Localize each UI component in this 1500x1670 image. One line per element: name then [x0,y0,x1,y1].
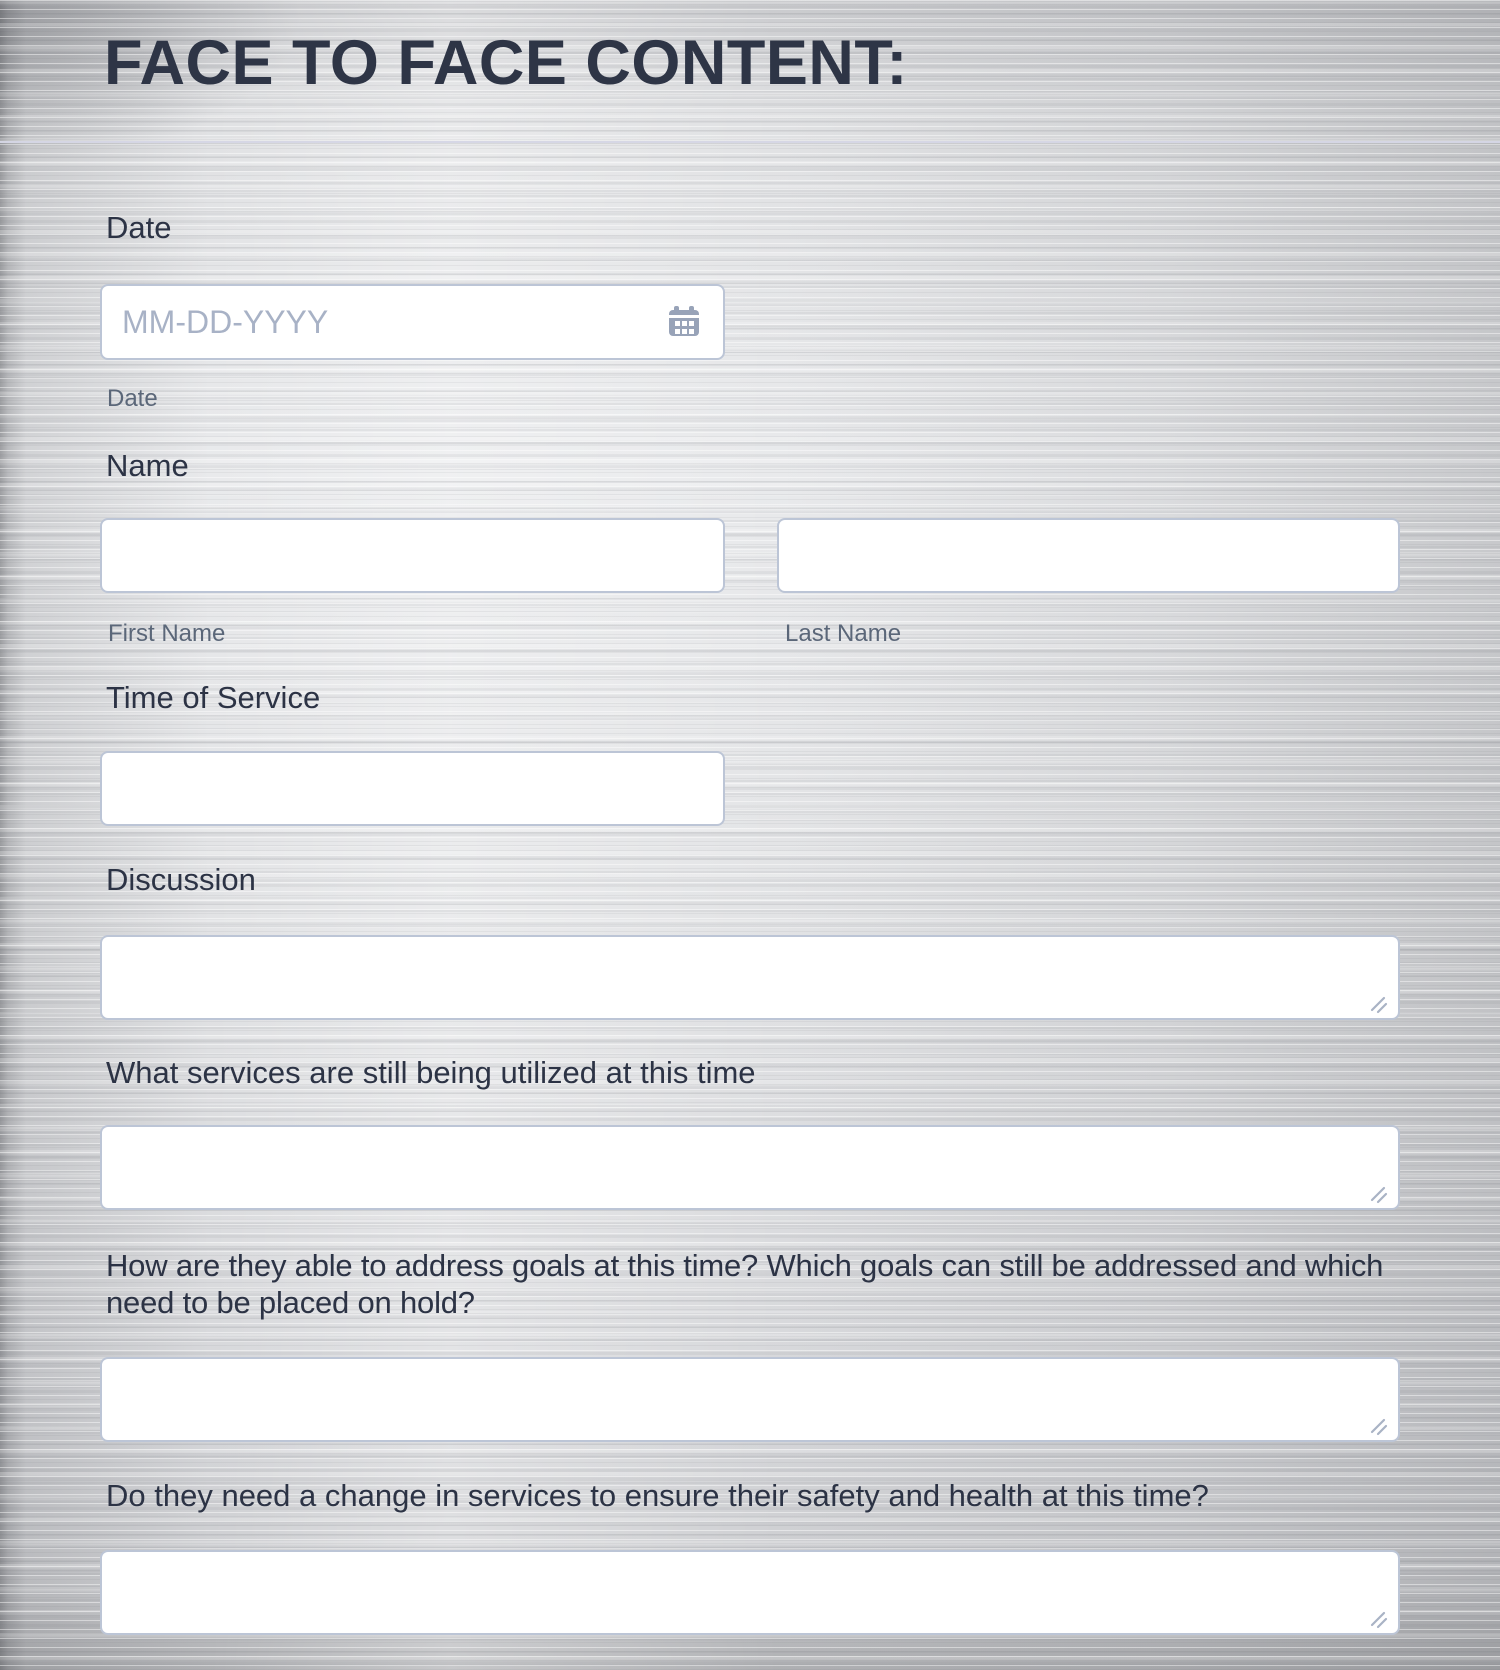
discussion-textarea[interactable] [100,935,1400,1020]
discussion-label: Discussion [106,862,256,897]
last-name-input[interactable] [777,518,1400,593]
date-input[interactable] [100,284,725,360]
time-of-service-input[interactable] [100,751,725,826]
date-label: Date [106,210,172,245]
change-in-services-label: Do they need a change in services to ensure their safety and health at this time? [106,1478,1209,1513]
last-name-sublabel: Last Name [785,620,902,647]
date-sublabel: Date [107,385,158,412]
time-of-service-label: Time of Service [106,680,321,715]
first-name-sublabel: First Name [108,620,226,647]
title-divider [0,141,1500,143]
services-utilized-label: What services are still being utilized at this time [106,1055,756,1090]
goals-addressed-textarea[interactable] [100,1357,1400,1442]
page-title: FACE TO FACE CONTENT: [104,28,908,98]
change-in-services-textarea[interactable] [100,1550,1400,1635]
calendar-icon[interactable] [666,304,702,340]
services-utilized-textarea[interactable] [100,1125,1400,1210]
first-name-input[interactable] [100,518,725,593]
name-label: Name [106,448,189,483]
goals-addressed-label: How are they able to address goals at this time? Which goals can still be addressed and which need to be placed on hold? [106,1248,1384,1320]
